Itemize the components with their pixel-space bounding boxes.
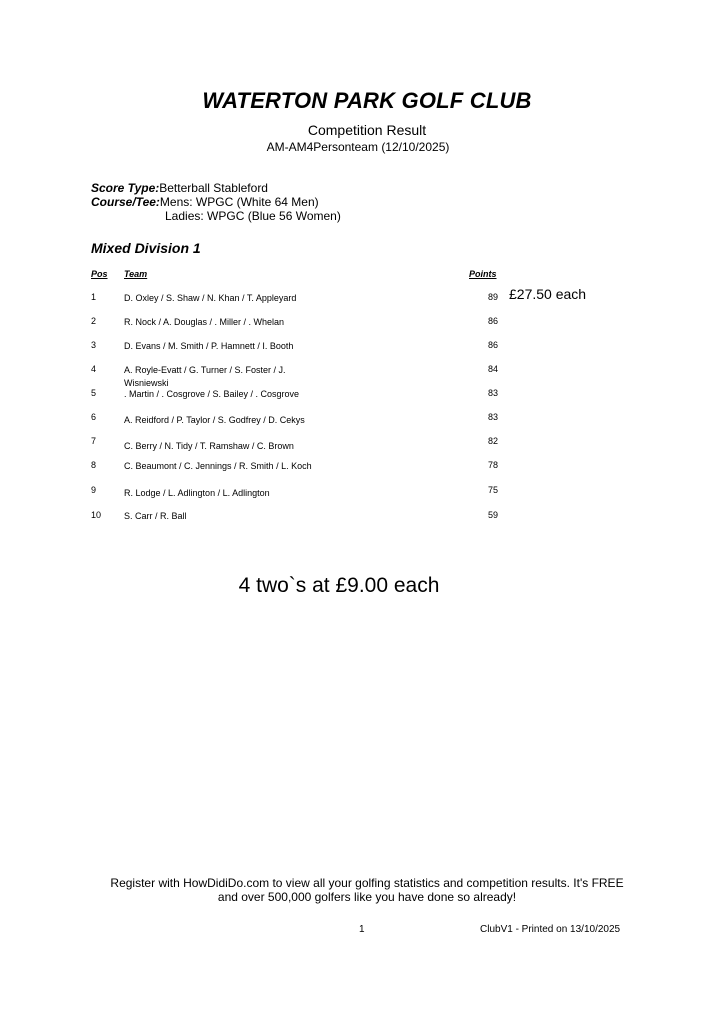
score-type (91, 181, 268, 195)
division-title: Mixed Division 1 (91, 240, 201, 256)
header-points: Points (469, 269, 497, 279)
club-title: WATERTON PARK GOLF CLUB (202, 88, 532, 113)
result-points: 82 (487, 436, 498, 446)
result-team: . Martin / . Cosgrove / S. Bailey / . Cosgrove (124, 389, 300, 399)
printed-info: ClubV1 - Printed on 13/10/2025 (480, 924, 621, 935)
result-team: D. Oxley / S. Shaw / N. Khan / T. Appleyard (124, 293, 297, 303)
course-tee (91, 195, 319, 209)
result-pos: 1 (91, 292, 97, 302)
result-points: 83 (487, 388, 498, 398)
result-team: R. Nock / A. Douglas / . Miller / . Whelan (124, 317, 285, 327)
result-pos: 4 (91, 364, 97, 374)
score-type-value: Betterball Stableford (159, 181, 268, 195)
competition-name: AM-AM4Personteam (12/10/2025) (266, 140, 450, 154)
result-pos: 6 (91, 412, 97, 422)
header-team: Team (124, 269, 148, 279)
result-pos: 9 (91, 485, 97, 495)
result-points: 75 (487, 485, 498, 495)
mens-tee: Mens: WPGC (White 64 Men) (159, 195, 319, 209)
ladies-tee: Ladies: WPGC (Blue 56 Women) (165, 209, 341, 223)
result-pos: 3 (91, 340, 97, 350)
result-pos: 8 (91, 460, 97, 470)
result-points: 83 (487, 412, 498, 422)
page-subtitle: Competition Result (307, 122, 427, 138)
result-points: 86 (487, 340, 498, 350)
result-team: A. Reidford / P. Taylor / S. Godfrey / D. Cekys (124, 415, 305, 425)
result-pos: 5 (91, 388, 97, 398)
result-pos: 2 (91, 316, 97, 326)
twos-prize: 4 two`s at £9.00 each (238, 574, 440, 597)
register-line-1: Register with HowDidiDo.com to view all your golfing statistics and competition results. It's FREE (110, 876, 624, 890)
result-points: 84 (487, 364, 498, 374)
result-points: 59 (487, 510, 498, 520)
result-pos: 7 (91, 436, 97, 446)
result-team: C. Berry / N. Tidy / T. Ramshaw / C. Brown (124, 441, 294, 451)
score-type-label: Score Type: (91, 181, 160, 195)
register-line-2: and over 500,000 golfers like you have done so already! (217, 890, 517, 904)
course-tee-label: Course/Tee: (91, 195, 160, 209)
register-notice (0, 876, 724, 904)
result-points: 86 (487, 316, 498, 326)
result-points: 78 (487, 460, 498, 470)
result-team: A. Royle-Evatt / G. Turner / S. Foster / J. Wisniewski (124, 365, 286, 388)
page-number: 1 (359, 924, 365, 935)
result-team: C. Beaumont / C. Jennings / R. Smith / L. Koch (124, 461, 312, 471)
header-pos: Pos (91, 269, 108, 279)
result-team: D. Evans / M. Smith / P. Hamnett / I. Booth (124, 341, 294, 351)
result-team: R. Lodge / L. Adlington / L. Adlington (124, 488, 270, 498)
result-pos: 10 (91, 510, 102, 520)
result-team: S. Carr / R. Ball (124, 511, 187, 521)
result-points: 89 (487, 292, 498, 302)
first-place-prize: £27.50 each (509, 286, 587, 302)
